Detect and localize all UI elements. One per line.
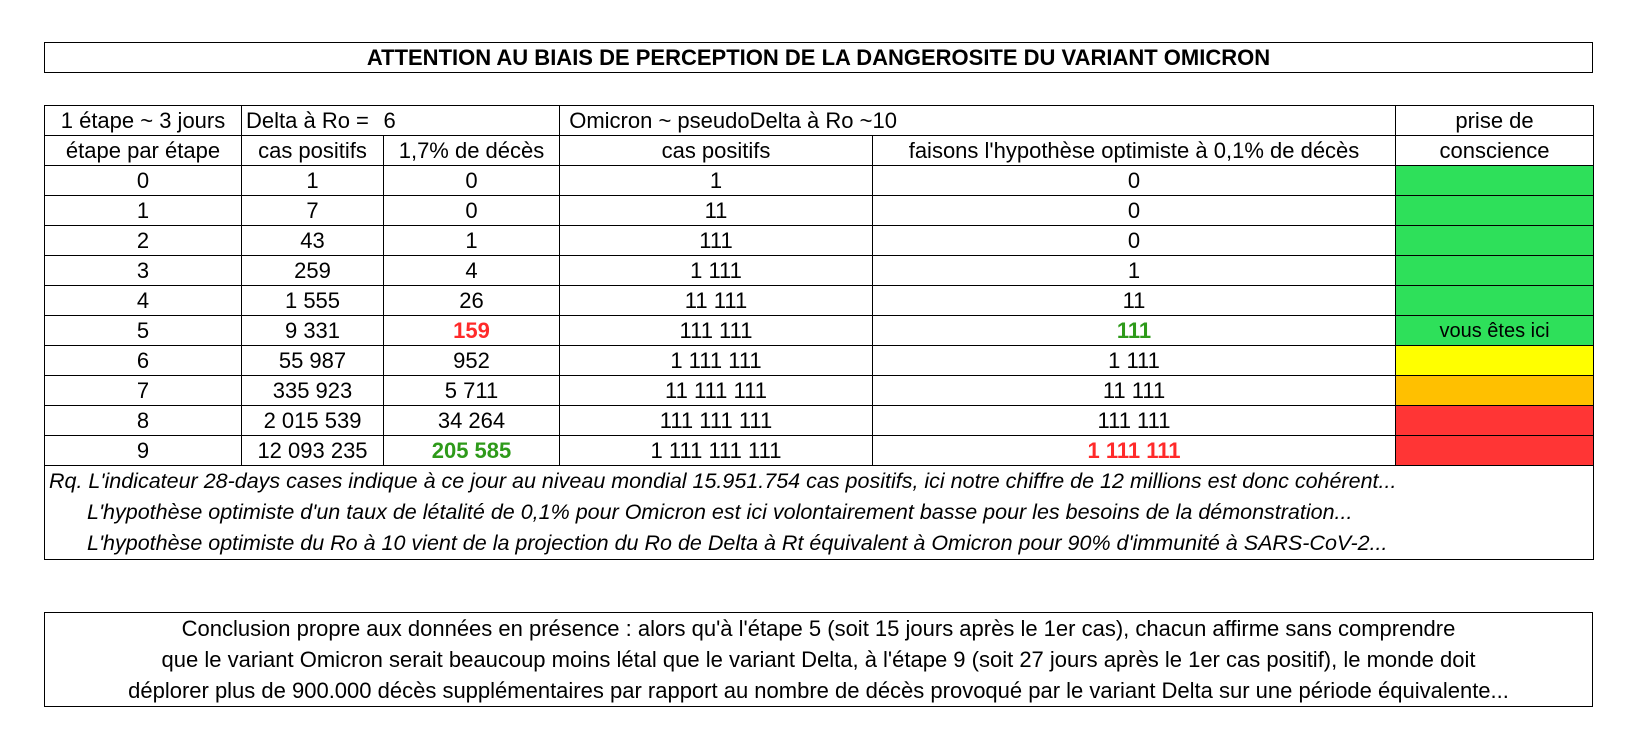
data-table (44, 105, 1594, 560)
notes-cell (45, 466, 1594, 560)
cell-delta-cas: 12 093 235 (242, 436, 384, 466)
conclusion-line-2: que le variant Omicron serait beaucoup moins létal que le variant Delta, à l'étape 9 (soit 27 jours après le 1er cas positif), le monde doit (161, 647, 1476, 672)
cell-omicron-deces: 1 (873, 256, 1396, 286)
cell-etape: 6 (45, 346, 242, 376)
cell-omicron-cas: 1 111 111 (560, 346, 873, 376)
cell-omicron-deces: 1 111 (873, 346, 1396, 376)
header-omicron-deces: faisons l'hypothèse optimiste à 0,1% de décès (873, 136, 1396, 166)
cell-omicron-deces: 0 (873, 166, 1396, 196)
cell-omicron-cas: 111 111 (560, 316, 873, 346)
cell-omicron-deces: 11 (873, 286, 1396, 316)
cell-delta-deces: 952 (384, 346, 560, 376)
conclusion-line-3: déplorer plus de 900.000 décès supplémentaires par rapport au nombre de décès provoqué par le variant Delta sur une période équivalente... (128, 678, 1509, 703)
header-delta-deces: 1,7% de décès (384, 136, 560, 166)
cell-conscience (1396, 406, 1594, 436)
cell-conscience: vous êtes ici (1396, 316, 1594, 346)
cell-delta-deces: 34 264 (384, 406, 560, 436)
cell-omicron-cas: 1 111 (560, 256, 873, 286)
cell-omicron-deces: 11 111 (873, 376, 1396, 406)
cell-delta-cas: 2 015 539 (242, 406, 384, 436)
cell-etape: 2 (45, 226, 242, 256)
table-row (45, 256, 1594, 286)
conclusion-line-1: Conclusion propre aux données en présence : alors qu'à l'étape 5 (soit 15 jours après le 1er cas), chacun affirme sans comprendre (181, 616, 1456, 641)
cell-etape: 5 (45, 316, 242, 346)
cell-conscience (1396, 346, 1594, 376)
cell-conscience (1396, 196, 1594, 226)
cell-omicron-deces: 0 (873, 226, 1396, 256)
cell-delta-cas: 43 (242, 226, 384, 256)
header-delta-label: Delta à Ro = (242, 106, 384, 136)
header-omicron-label: Omicron ~ pseudoDelta à Ro ~ (560, 106, 873, 136)
table-row (45, 286, 1594, 316)
cell-delta-deces: 0 (384, 166, 560, 196)
cell-etape: 3 (45, 256, 242, 286)
cell-omicron-deces: 111 111 (873, 406, 1396, 436)
note-2: L'hypothèse optimiste d'un taux de létalité de 0,1% pour Omicron est ici volontairement basse pour les besoins de la démonstration... (87, 500, 1353, 524)
cell-delta-deces: 205 585 (384, 436, 560, 466)
note-1: Rq. L'indicateur 28-days cases indique à ce jour au niveau mondial 15.951.754 cas positifs, ici notre chiffre de 12 millions est donc cohérent... (49, 469, 1397, 493)
cell-etape: 8 (45, 406, 242, 436)
notes-row (45, 466, 1594, 560)
cell-conscience (1396, 166, 1594, 196)
header-row-1 (45, 106, 1594, 136)
table-row (45, 166, 1594, 196)
cell-delta-deces: 26 (384, 286, 560, 316)
cell-delta-cas: 7 (242, 196, 384, 226)
table-row (45, 436, 1594, 466)
cell-conscience (1396, 376, 1594, 406)
header-conscience: conscience (1396, 136, 1594, 166)
cell-delta-cas: 335 923 (242, 376, 384, 406)
cell-delta-cas: 259 (242, 256, 384, 286)
header-delta-ro: 6 (384, 106, 560, 136)
header-row-2 (45, 136, 1594, 166)
cell-etape: 1 (45, 196, 242, 226)
cell-delta-cas: 55 987 (242, 346, 384, 376)
header-etape-par-etape: étape par étape (45, 136, 242, 166)
cell-conscience (1396, 436, 1594, 466)
cell-omicron-cas: 1 (560, 166, 873, 196)
table-row (45, 226, 1594, 256)
table-row (45, 376, 1594, 406)
note-3: L'hypothèse optimiste du Ro à 10 vient de la projection du Ro de Delta à Rt équivalent à Omicron pour 90% d'immunité à SARS-CoV-2... (87, 531, 1388, 555)
table-row (45, 196, 1594, 226)
cell-delta-cas: 1 (242, 166, 384, 196)
header-omicron-ro: 10 (873, 106, 1396, 136)
cell-etape: 0 (45, 166, 242, 196)
cell-delta-deces: 0 (384, 196, 560, 226)
cell-delta-deces: 1 (384, 226, 560, 256)
cell-omicron-cas: 11 111 111 (560, 376, 873, 406)
cell-omicron-cas: 11 (560, 196, 873, 226)
cell-omicron-deces: 0 (873, 196, 1396, 226)
table-row (45, 406, 1594, 436)
cell-delta-cas: 9 331 (242, 316, 384, 346)
cell-etape: 7 (45, 376, 242, 406)
cell-omicron-cas: 111 (560, 226, 873, 256)
cell-delta-deces: 4 (384, 256, 560, 286)
header-delta-cas: cas positifs (242, 136, 384, 166)
page-title: ATTENTION AU BIAIS DE PERCEPTION DE LA DANGEROSITE DU VARIANT OMICRON (44, 42, 1593, 73)
cell-etape: 4 (45, 286, 242, 316)
table-row (45, 316, 1594, 346)
cell-omicron-deces: 1 111 111 (873, 436, 1396, 466)
cell-delta-deces: 159 (384, 316, 560, 346)
conclusion-box (44, 612, 1593, 707)
cell-delta-cas: 1 555 (242, 286, 384, 316)
header-omicron-cas: cas positifs (560, 136, 873, 166)
cell-conscience (1396, 256, 1594, 286)
header-etape: 1 étape ~ 3 jours (45, 106, 242, 136)
table-row (45, 346, 1594, 376)
cell-delta-deces: 5 711 (384, 376, 560, 406)
header-prise: prise de (1396, 106, 1594, 136)
cell-omicron-cas: 111 111 111 (560, 406, 873, 436)
cell-omicron-cas: 1 111 111 111 (560, 436, 873, 466)
cell-etape: 9 (45, 436, 242, 466)
cell-omicron-deces: 111 (873, 316, 1396, 346)
cell-conscience (1396, 286, 1594, 316)
cell-conscience (1396, 226, 1594, 256)
cell-omicron-cas: 11 111 (560, 286, 873, 316)
